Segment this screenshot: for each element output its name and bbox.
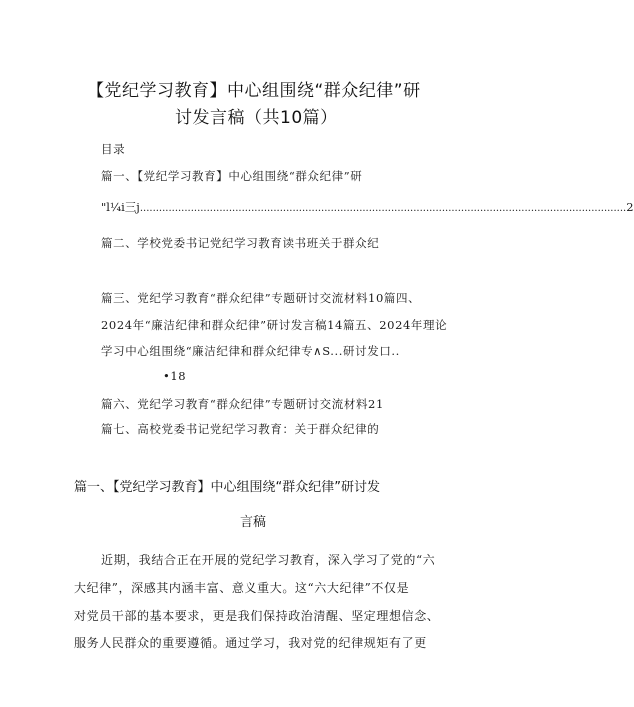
toc-leader-line[interactable] xyxy=(101,199,634,215)
toc-entry[interactable]: 篇三、党纪学习教育“群众纪律”专题研讨交流材料10篇四、 xyxy=(101,291,421,305)
toc-entry[interactable]: 2024年“廉洁纪律和群众纪律”研讨发言稿14篇五、2024年理论 xyxy=(101,318,448,332)
toc-entry[interactable]: 篇一、【党纪学习教育】中心组围绕“群众纪律”研 xyxy=(101,169,363,183)
toc-leader-prefix: "l¼i三j xyxy=(101,200,140,214)
doc-title-line2: 讨发言稿（共10篇） xyxy=(175,108,338,128)
section-title-line1: 篇一、【党纪学习教育】中心组围绕“群众纪律”研讨发 xyxy=(74,480,380,495)
body-paragraph-line: 近期，我结合正在开展的党纪学习教育，深入学习了党的“六 xyxy=(101,553,436,567)
toc-page-number: 2 xyxy=(626,200,634,214)
toc-entry[interactable]: 篇七、高校党委书记党纪学习教育：关于群众纪律的 xyxy=(101,422,380,436)
toc-heading: 目录 xyxy=(101,142,126,156)
toc-entry[interactable]: 篇六、党纪学习教育“群众纪律”专题研讨交流材料21 xyxy=(101,397,384,411)
body-paragraph-line: 服务人民群众的重要遵循。通过学习，我对党的纪律规矩有了更 xyxy=(74,636,427,650)
doc-title-line1: 【党纪学习教育】中心组围绕“群众纪律”研 xyxy=(87,81,421,101)
toc-page-ref: •18 xyxy=(163,369,187,383)
section-title-line2: 言稿 xyxy=(240,515,267,530)
toc-entry[interactable]: 篇二、学校党委书记党纪学习教育读书班关于群众纪 xyxy=(101,236,380,250)
body-paragraph-line: 大纪律”，深感其内涵丰富、意义重大。这“六大纪律”不仅是 xyxy=(74,581,410,595)
toc-leader-dots: ......................................................................................................................................................... xyxy=(139,203,627,214)
body-paragraph-line: 对党员干部的基本要求，更是我们保持政治清醒、坚定理想信念、 xyxy=(74,609,440,623)
toc-entry[interactable]: 学习中心组围绕“廉洁纪律和群众纪律专∧S...研讨发口.. xyxy=(101,344,400,358)
